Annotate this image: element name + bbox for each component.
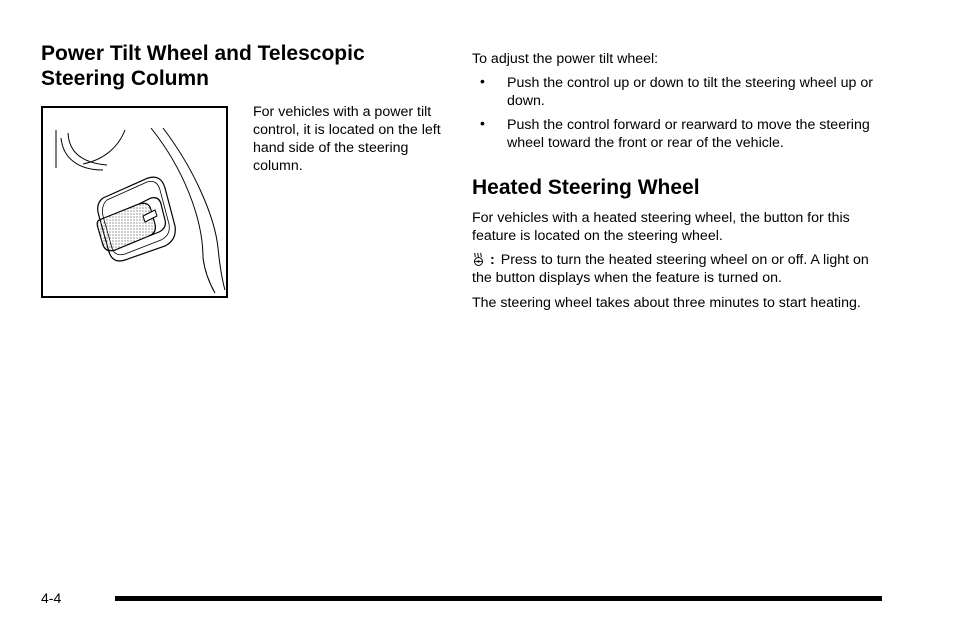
section-heading-power-tilt: Power Tilt Wheel and Telescopic Steering Column: [41, 42, 365, 90]
heated-description-text: For vehicles with a heated steering wheel, the button for this feature is located on the steering wheel.: [472, 210, 850, 244]
list-item-text: Push the control forward or rearward to move the steering wheel toward the front or rear of the vehicle.: [507, 117, 870, 151]
bullet-mark: •: [480, 115, 485, 131]
bullet-mark: •: [480, 73, 485, 89]
heating-time-text: The steering wheel takes about three minutes to start heating.: [472, 295, 861, 311]
list-item-text: Push the control up or down to tilt the steering wheel up or down.: [507, 75, 873, 109]
section-heading-heated-steering-wheel: Heated Steering Wheel: [472, 176, 700, 199]
icon-colon: :: [490, 252, 495, 268]
heated-steering-wheel-icon: [472, 252, 486, 266]
tilt-intro-text: To adjust the power tilt wheel:: [472, 51, 659, 67]
list-item: [472, 116, 882, 152]
steering-column-drawing: [43, 108, 226, 296]
left-column: [41, 41, 451, 174]
tilt-instructions-list: [472, 74, 882, 152]
right-column: [472, 50, 882, 312]
footer-rule: [115, 596, 882, 601]
heated-button-description: Press to turn the heated steering wheel on or off. A light on the button displays when the feature is turned on.: [472, 252, 869, 286]
page-number: 4-4: [41, 590, 62, 606]
heated-button-text: [472, 251, 882, 287]
list-item: [472, 74, 882, 110]
power-tilt-control-illustration: [41, 106, 228, 298]
figure-caption: For vehicles with a power tilt control, it is located on the left hand side of the steering column.: [253, 104, 441, 174]
